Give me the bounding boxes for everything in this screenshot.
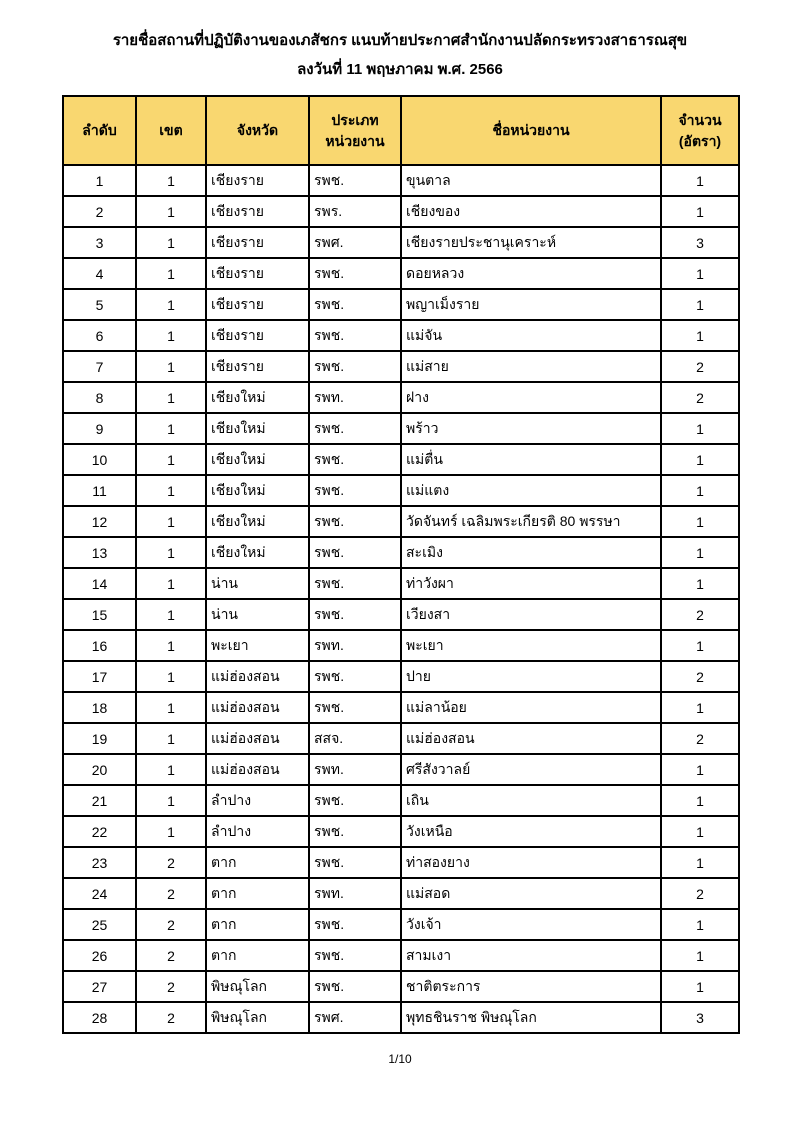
cell-index: 7 [63, 351, 136, 382]
table-row [63, 289, 739, 320]
cell-count: 2 [661, 382, 739, 413]
cell-unit-type: รพช. [309, 568, 401, 599]
table-row [63, 630, 739, 661]
cell-unit-name: วังเหนือ [401, 816, 661, 847]
cell-province: ตาก [206, 878, 309, 909]
cell-count: 1 [661, 196, 739, 227]
cell-unit-type: รพช. [309, 785, 401, 816]
table-row [63, 909, 739, 940]
document-title [0, 0, 800, 81]
cell-zone: 1 [136, 320, 206, 351]
cell-unit-type: รพช. [309, 537, 401, 568]
cell-unit-name: แม่ฮ่องสอน [401, 723, 661, 754]
cell-index: 25 [63, 909, 136, 940]
cell-zone: 1 [136, 382, 206, 413]
table-row [63, 692, 739, 723]
cell-province: เชียงราย [206, 227, 309, 258]
cell-count: 2 [661, 599, 739, 630]
cell-unit-name: ดอยหลวง [401, 258, 661, 289]
col-header-count: จำนวน (อัตรา) [661, 96, 739, 165]
table-row [63, 878, 739, 909]
cell-count: 1 [661, 909, 739, 940]
cell-count: 2 [661, 351, 739, 382]
cell-unit-type: รพร. [309, 196, 401, 227]
cell-province: เชียงราย [206, 351, 309, 382]
cell-zone: 1 [136, 568, 206, 599]
cell-count: 1 [661, 444, 739, 475]
cell-index: 20 [63, 754, 136, 785]
cell-unit-type: รพช. [309, 258, 401, 289]
cell-province: เชียงราย [206, 320, 309, 351]
document-title-line2: ลงวันที่ 11 พฤษภาคม พ.ศ. 2566 [297, 61, 503, 78]
cell-unit-type: รพช. [309, 909, 401, 940]
cell-unit-type: รพช. [309, 692, 401, 723]
cell-zone: 1 [136, 692, 206, 723]
cell-index: 12 [63, 506, 136, 537]
table-row [63, 506, 739, 537]
work-location-table [62, 95, 740, 1034]
cell-count: 1 [661, 692, 739, 723]
cell-zone: 2 [136, 940, 206, 971]
col-header-province: จังหวัด [206, 96, 309, 165]
cell-unit-name: เชียงของ [401, 196, 661, 227]
cell-zone: 1 [136, 165, 206, 196]
cell-index: 14 [63, 568, 136, 599]
cell-count: 1 [661, 971, 739, 1002]
cell-index: 9 [63, 413, 136, 444]
cell-province: เชียงราย [206, 289, 309, 320]
cell-count: 1 [661, 475, 739, 506]
cell-count: 1 [661, 537, 739, 568]
cell-zone: 1 [136, 630, 206, 661]
cell-province: พิษณุโลก [206, 1002, 309, 1033]
cell-zone: 1 [136, 413, 206, 444]
cell-unit-name: พุทธชินราช พิษณุโลก [401, 1002, 661, 1033]
cell-count: 2 [661, 661, 739, 692]
cell-unit-name: แม่ตื่น [401, 444, 661, 475]
table-header-row [63, 96, 739, 165]
cell-zone: 1 [136, 258, 206, 289]
cell-unit-name: เวียงสา [401, 599, 661, 630]
cell-zone: 2 [136, 909, 206, 940]
table-row [63, 320, 739, 351]
cell-zone: 2 [136, 1002, 206, 1033]
cell-province: แม่ฮ่องสอน [206, 754, 309, 785]
cell-count: 1 [661, 754, 739, 785]
cell-zone: 1 [136, 754, 206, 785]
cell-index: 18 [63, 692, 136, 723]
document-title-line1: รายชื่อสถานที่ปฏิบัติงานของเภสัชกร แนบท้ายประกาศสำนักงานปลัดกระทรวงสาธารณสุข [112, 32, 688, 49]
table-row [63, 537, 739, 568]
cell-count: 1 [661, 413, 739, 444]
cell-province: ลำปาง [206, 816, 309, 847]
cell-unit-name: แม่สาย [401, 351, 661, 382]
cell-zone: 1 [136, 537, 206, 568]
cell-index: 13 [63, 537, 136, 568]
cell-unit-type: สสจ. [309, 723, 401, 754]
cell-unit-name: ขุนตาล [401, 165, 661, 196]
cell-unit-name: ปาย [401, 661, 661, 692]
cell-index: 21 [63, 785, 136, 816]
cell-zone: 2 [136, 878, 206, 909]
cell-unit-name: เถิน [401, 785, 661, 816]
cell-unit-name: วังเจ้า [401, 909, 661, 940]
cell-unit-name: เชียงรายประชานุเคราะห์ [401, 227, 661, 258]
cell-count: 1 [661, 258, 739, 289]
cell-unit-name: สามเงา [401, 940, 661, 971]
table-row [63, 196, 739, 227]
cell-province: ตาก [206, 909, 309, 940]
cell-unit-type: รพช. [309, 599, 401, 630]
cell-province: แม่ฮ่องสอน [206, 723, 309, 754]
cell-count: 1 [661, 165, 739, 196]
cell-zone: 1 [136, 785, 206, 816]
cell-zone: 2 [136, 847, 206, 878]
cell-count: 3 [661, 1002, 739, 1033]
table-row [63, 475, 739, 506]
cell-unit-name: ฝาง [401, 382, 661, 413]
cell-zone: 1 [136, 475, 206, 506]
cell-count: 1 [661, 289, 739, 320]
cell-zone: 1 [136, 723, 206, 754]
table-row [63, 599, 739, 630]
table-row [63, 661, 739, 692]
cell-count: 1 [661, 847, 739, 878]
cell-count: 2 [661, 723, 739, 754]
table-row [63, 351, 739, 382]
cell-unit-type: รพช. [309, 847, 401, 878]
cell-province: น่าน [206, 599, 309, 630]
col-header-unit-type: ประเภท หน่วยงาน [309, 96, 401, 165]
cell-count: 1 [661, 785, 739, 816]
table-row [63, 444, 739, 475]
table-row [63, 816, 739, 847]
cell-index: 4 [63, 258, 136, 289]
table-row [63, 568, 739, 599]
cell-province: น่าน [206, 568, 309, 599]
cell-province: แม่ฮ่องสอน [206, 692, 309, 723]
col-header-unit-name: ชื่อหน่วยงาน [401, 96, 661, 165]
table-row [63, 165, 739, 196]
cell-zone: 2 [136, 971, 206, 1002]
cell-unit-name: ท่าวังผา [401, 568, 661, 599]
cell-index: 16 [63, 630, 136, 661]
cell-zone: 1 [136, 351, 206, 382]
table-row [63, 847, 739, 878]
cell-index: 11 [63, 475, 136, 506]
cell-zone: 1 [136, 599, 206, 630]
cell-index: 15 [63, 599, 136, 630]
cell-unit-type: รพช. [309, 320, 401, 351]
cell-count: 1 [661, 940, 739, 971]
cell-unit-name: สะเมิง [401, 537, 661, 568]
cell-unit-name: พร้าว [401, 413, 661, 444]
cell-index: 19 [63, 723, 136, 754]
cell-unit-name: แม่จัน [401, 320, 661, 351]
cell-unit-type: รพช. [309, 661, 401, 692]
cell-province: ตาก [206, 847, 309, 878]
cell-zone: 1 [136, 506, 206, 537]
table-row [63, 227, 739, 258]
cell-unit-type: รพท. [309, 382, 401, 413]
cell-count: 1 [661, 630, 739, 661]
cell-unit-type: รพช. [309, 506, 401, 537]
col-header-zone: เขต [136, 96, 206, 165]
table-row [63, 754, 739, 785]
cell-count: 1 [661, 320, 739, 351]
cell-province: เชียงใหม่ [206, 506, 309, 537]
cell-province: เชียงราย [206, 196, 309, 227]
table-row [63, 413, 739, 444]
cell-province: เชียงใหม่ [206, 382, 309, 413]
cell-province: พิษณุโลก [206, 971, 309, 1002]
cell-zone: 1 [136, 289, 206, 320]
cell-province: เชียงใหม่ [206, 537, 309, 568]
cell-unit-type: รพช. [309, 971, 401, 1002]
cell-unit-type: รพช. [309, 940, 401, 971]
cell-index: 17 [63, 661, 136, 692]
cell-unit-type: รพท. [309, 878, 401, 909]
cell-index: 26 [63, 940, 136, 971]
cell-index: 1 [63, 165, 136, 196]
cell-province: แม่ฮ่องสอน [206, 661, 309, 692]
cell-unit-name: ชาติตระการ [401, 971, 661, 1002]
cell-unit-name: พะเยา [401, 630, 661, 661]
cell-index: 24 [63, 878, 136, 909]
cell-province: เชียงใหม่ [206, 475, 309, 506]
table-row [63, 785, 739, 816]
cell-province: เชียงใหม่ [206, 444, 309, 475]
cell-unit-name: ท่าสองยาง [401, 847, 661, 878]
table-row [63, 940, 739, 971]
cell-unit-name: แม่แตง [401, 475, 661, 506]
cell-index: 23 [63, 847, 136, 878]
cell-unit-type: รพช. [309, 413, 401, 444]
table-row [63, 723, 739, 754]
cell-zone: 1 [136, 227, 206, 258]
cell-count: 3 [661, 227, 739, 258]
cell-unit-name: ศรีสังวาลย์ [401, 754, 661, 785]
cell-unit-type: รพท. [309, 630, 401, 661]
cell-province: เชียงราย [206, 258, 309, 289]
cell-index: 2 [63, 196, 136, 227]
cell-zone: 1 [136, 816, 206, 847]
cell-province: เชียงใหม่ [206, 413, 309, 444]
cell-province: พะเยา [206, 630, 309, 661]
cell-unit-type: รพช. [309, 816, 401, 847]
cell-zone: 1 [136, 444, 206, 475]
cell-index: 8 [63, 382, 136, 413]
col-header-index: ลำดับ [63, 96, 136, 165]
cell-unit-type: รพช. [309, 444, 401, 475]
cell-index: 28 [63, 1002, 136, 1033]
cell-index: 10 [63, 444, 136, 475]
cell-unit-type: รพศ. [309, 227, 401, 258]
cell-count: 1 [661, 506, 739, 537]
cell-unit-name: แม่สอด [401, 878, 661, 909]
table-row [63, 258, 739, 289]
cell-unit-type: รพช. [309, 165, 401, 196]
cell-province: ลำปาง [206, 785, 309, 816]
cell-index: 6 [63, 320, 136, 351]
page-number-indicator: 1/10 [388, 1052, 412, 1066]
cell-province: เชียงราย [206, 165, 309, 196]
cell-zone: 1 [136, 661, 206, 692]
cell-index: 5 [63, 289, 136, 320]
cell-unit-name: แม่ลาน้อย [401, 692, 661, 723]
cell-unit-type: รพช. [309, 351, 401, 382]
cell-unit-type: รพช. [309, 475, 401, 506]
cell-unit-name: วัดจันทร์ เฉลิมพระเกียรติ 80 พรรษา [401, 506, 661, 537]
table-row [63, 382, 739, 413]
cell-zone: 1 [136, 196, 206, 227]
table-row [63, 971, 739, 1002]
cell-count: 1 [661, 816, 739, 847]
cell-count: 2 [661, 878, 739, 909]
table-body [63, 165, 739, 1033]
cell-unit-type: รพช. [309, 289, 401, 320]
table-row [63, 1002, 739, 1033]
cell-unit-name: พญาเม็งราย [401, 289, 661, 320]
cell-unit-type: รพศ. [309, 1002, 401, 1033]
cell-index: 3 [63, 227, 136, 258]
cell-count: 1 [661, 568, 739, 599]
cell-index: 22 [63, 816, 136, 847]
cell-index: 27 [63, 971, 136, 1002]
cell-unit-type: รพท. [309, 754, 401, 785]
cell-province: ตาก [206, 940, 309, 971]
